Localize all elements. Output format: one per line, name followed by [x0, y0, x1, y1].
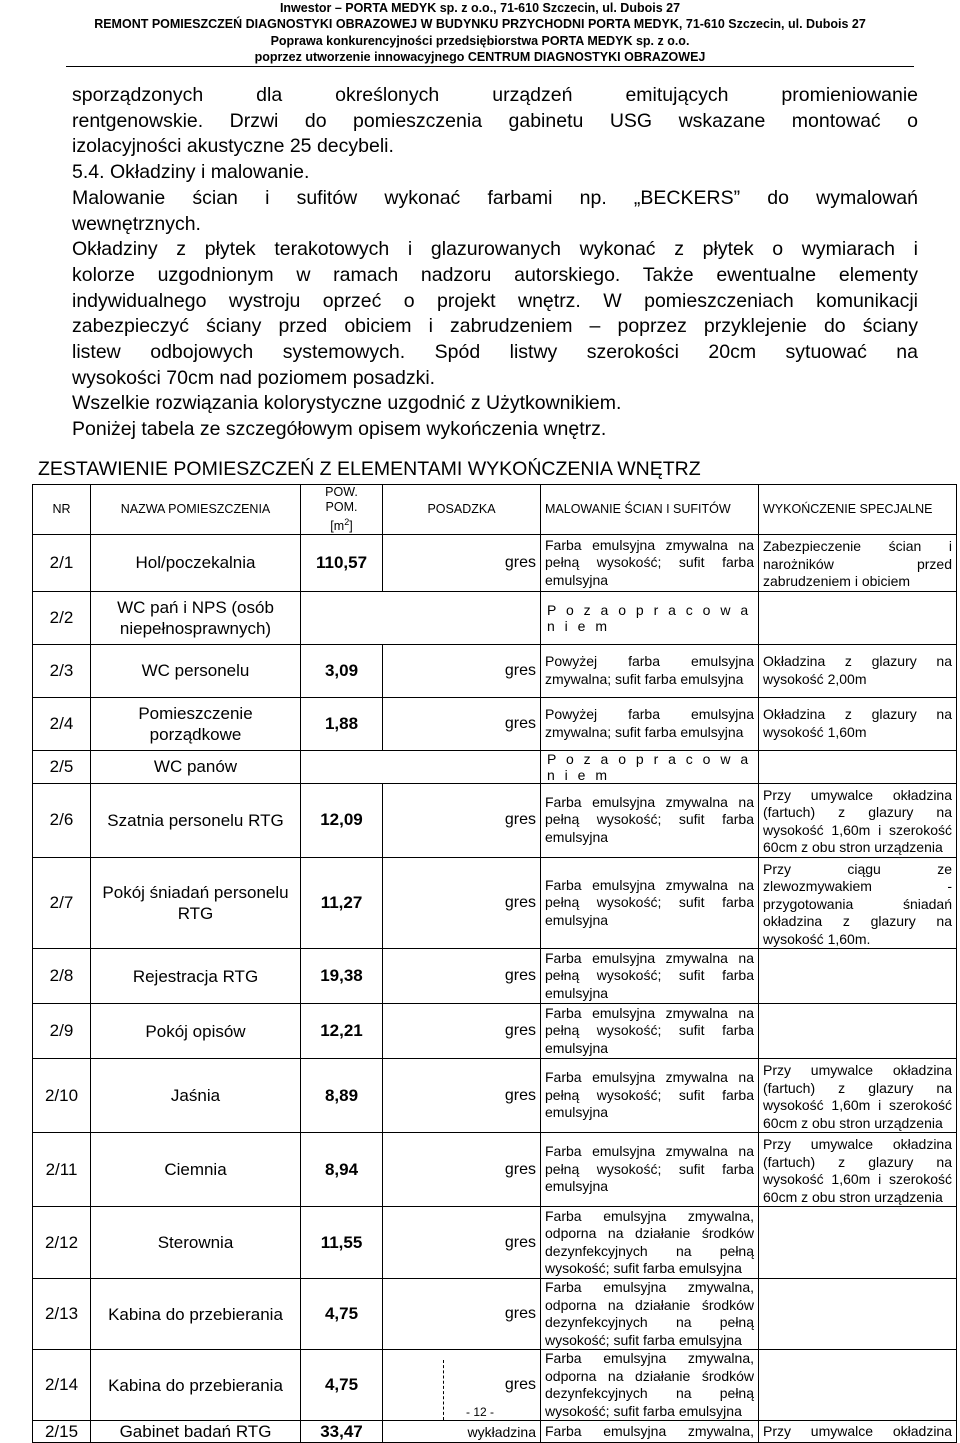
column-header-special: WYKOŃCZENIE SPECJALNE — [759, 485, 957, 535]
area-unit: [m — [330, 519, 345, 534]
room-area: 11,55 — [301, 1207, 383, 1279]
room-special: Przy umywalce okładzina (fartuch) z glazury na wysokość 1,60m i szerokość 60cm z obu stron urządzenia — [759, 783, 957, 857]
room-area: 12,09 — [301, 783, 383, 857]
room-number: 2/7 — [33, 857, 91, 949]
room-floor: gres — [383, 697, 541, 750]
body-line: indywidualnego wystroju oprzeć o projekt wnętrz. W pomieszczeniach komunikacji — [72, 289, 918, 312]
room-walls: Farba emulsyjna zmywalna na pełną wysokość; sufit farba emulsyjna — [541, 1004, 759, 1059]
room-number: 2/14 — [33, 1350, 91, 1421]
area-unit-close: ] — [349, 519, 353, 534]
room-area: 11,27 — [301, 857, 383, 949]
room-special: Przy umywalce okładzina (fartuch) z glazury na wysokość 1,60m i szerokość 60cm z obu stron urządzenia — [759, 1133, 957, 1207]
room-number: 2/11 — [33, 1133, 91, 1207]
body-line: zabezpieczyć ściany przed obiciem i zabrudzeniem – poprzez przyklejenie do ściany — [72, 315, 918, 338]
room-name: Gabinet badań RTG — [91, 1421, 301, 1443]
body-line: wewnętrznych. — [72, 212, 201, 235]
room-number: 2/4 — [33, 697, 91, 750]
table-row — [33, 535, 957, 592]
table-row — [33, 750, 957, 783]
room-area: 12,21 — [301, 1004, 383, 1059]
room-walls: Farba emulsyjna zmywalna na pełną wysokość; sufit farba emulsyjna — [541, 783, 759, 857]
room-number: 2/10 — [33, 1059, 91, 1133]
header-investor: Inwestor – PORTA MEDYK sp. z o.o., 71-610 Szczecin, ul. Dubois 27 — [279, 1, 681, 15]
area-unit-exponent: 2 — [344, 517, 350, 527]
room-special — [759, 949, 957, 1004]
body-line: Poniżej tabela ze szczegółowym opisem wykończenia wnętrz. — [72, 418, 607, 441]
area-header-line2: POM. — [325, 500, 358, 514]
room-special — [759, 1207, 957, 1279]
room-number: 2/6 — [33, 783, 91, 857]
table-header-row — [33, 485, 957, 535]
room-walls: Farba emulsyjna zmywalna na pełną wysokość; sufit farba emulsyjna — [541, 857, 759, 949]
room-name: WC personelu — [91, 644, 301, 697]
room-number: 2/1 — [33, 535, 91, 592]
room-floor: gres — [383, 1004, 541, 1059]
room-area: 8,89 — [301, 1059, 383, 1133]
room-number: 2/8 — [33, 949, 91, 1004]
room-special: Okładzina z glazury na wysokość 1,60m — [759, 697, 957, 750]
room-number: 2/15 — [33, 1421, 91, 1443]
room-floor: gres — [383, 783, 541, 857]
section-heading: 5.4. Okładziny i malowanie. — [72, 161, 310, 184]
body-line: sporządzonych dla określonych urządzeń emitujących promieniowanie — [72, 84, 918, 106]
room-special: Okładzina z glazury na wysokość 2,00m — [759, 644, 957, 697]
header-divider — [66, 66, 914, 67]
room-walls: P o z a o p r a c o w a n i e m — [541, 591, 759, 644]
room-walls: Farba emulsyjna zmywalna, odporna na działanie środków dezynfekcyjnych na pełną wysokość; sufit farba emulsyjna — [541, 1350, 759, 1421]
room-walls: Farba emulsyjna zmywalna, odporna na działanie środków dezynfekcyjnych na pełną wysokość; sufit farba emulsyjna — [541, 1207, 759, 1279]
room-floor: gres — [383, 1207, 541, 1279]
body-line: Malowanie ścian i sufitów wykonać farbami np. „BECKERS” do wymalowań — [72, 186, 918, 209]
header-program: Poprawa konkurencyjności przedsiębiorstwa PORTA MEDYK sp. z o.o. — [270, 34, 690, 48]
column-header-name: NAZWA POMIESZCZENIA — [91, 485, 301, 535]
room-floor: gres — [383, 1350, 541, 1421]
room-number: 2/2 — [33, 591, 91, 644]
table-row — [33, 1279, 957, 1350]
body-line: izolacyjności akustyczne 25 decybeli. — [72, 135, 394, 158]
body-line: wysokości 70cm nad poziomem posadzki. — [72, 366, 436, 389]
table-row — [33, 1207, 957, 1279]
room-name: Pomieszczenie porządkowe — [91, 697, 301, 750]
table-row — [33, 591, 957, 644]
room-special — [759, 591, 957, 644]
rooms-table — [32, 484, 957, 1443]
table-row — [33, 949, 957, 1004]
room-area: 110,57 — [301, 535, 383, 592]
table-title: ZESTAWIENIE POMIESZCZEŃ Z ELEMENTAMI WYKOŃCZENIA WNĘTRZ — [38, 458, 701, 480]
room-walls: Farba emulsyjna zmywalna, — [541, 1421, 759, 1443]
table-row — [33, 644, 957, 697]
room-walls: Farba emulsyjna zmywalna na pełną wysokość; sufit farba emulsyjna — [541, 949, 759, 1004]
room-name: Szatnia personelu RTG — [91, 783, 301, 857]
room-merged-cell — [301, 750, 541, 783]
room-name: Jaśnia — [91, 1059, 301, 1133]
room-name: Sterownia — [91, 1207, 301, 1279]
body-line: listew odbojowych systemowych. Spód listwy szerokości 20cm sytuować na — [72, 341, 918, 364]
area-header-line1: POW. — [325, 485, 358, 499]
room-floor: gres — [383, 949, 541, 1004]
body-line: Okładziny z płytek terakotowych i glazurowanych wykonać z płytek o wymiarach i — [72, 238, 918, 261]
body-text — [72, 83, 918, 443]
table-row — [33, 1059, 957, 1133]
room-number: 2/5 — [33, 750, 91, 783]
table-row — [33, 1421, 957, 1443]
room-special — [759, 1279, 957, 1350]
room-walls: P o z a o p r a c o w a n i e m — [541, 750, 759, 783]
body-line: Wszelkie rozwiązania kolorystyczne uzgodnić z Użytkownikiem. — [72, 392, 622, 415]
room-number: 2/9 — [33, 1004, 91, 1059]
room-name: Ciemnia — [91, 1133, 301, 1207]
room-walls: Farba emulsyjna zmywalna na pełną wysokość; sufit farba emulsyjna — [541, 1059, 759, 1133]
room-floor: gres — [383, 1279, 541, 1350]
column-header-floor: POSADZKA — [383, 485, 541, 535]
body-line: kolorze uzgodnionym w ramach nadzoru autorskiego. Także ewentualne elementy — [72, 263, 918, 286]
room-area: 33,47 — [301, 1421, 383, 1443]
room-area: 19,38 — [301, 949, 383, 1004]
room-name: Hol/poczekalnia — [91, 535, 301, 592]
room-name: Pokój śniadań personelu RTG — [91, 857, 301, 949]
room-name: WC panów — [91, 750, 301, 783]
room-name: Kabina do przebierania — [91, 1350, 301, 1421]
room-floor: wykładzina — [383, 1421, 541, 1443]
column-header-walls: MALOWANIE ŚCIAN I SUFITÓW — [541, 485, 759, 535]
column-header-area — [301, 485, 383, 535]
room-special: Przy ciągu ze zlewozmywakiem - przygotowania śniadań okładzina z glazury na wysokość 1,60m. — [759, 857, 957, 949]
room-area: 4,75 — [301, 1350, 383, 1421]
room-area: 1,88 — [301, 697, 383, 750]
room-name: Pokój opisów — [91, 1004, 301, 1059]
table-row — [33, 1133, 957, 1207]
room-number: 2/13 — [33, 1279, 91, 1350]
room-floor: gres — [383, 1059, 541, 1133]
room-floor: gres — [383, 644, 541, 697]
column-header-nr: NR — [33, 485, 91, 535]
table-row — [33, 783, 957, 857]
header-project: REMONT POMIESZCZEŃ DIAGNOSTYKI OBRAZOWEJ W BUDYNKU PRZYCHODNI PORTA MEDYK, 71-610 Szczecin, ul. Dubois 27 — [94, 17, 866, 31]
room-special: Przy umywalce okładzina — [759, 1421, 957, 1443]
table-row — [33, 857, 957, 949]
room-special: Przy umywalce okładzina (fartuch) z glazury na wysokość 1,60m i szerokość 60cm z obu stron urządzenia — [759, 1059, 957, 1133]
room-number: 2/3 — [33, 644, 91, 697]
page-number: - 12 - — [465, 1405, 494, 1419]
room-walls: Farba emulsyjna zmywalna, odporna na działanie środków dezynfekcyjnych na pełną wysokość; sufit farba emulsyjna — [541, 1279, 759, 1350]
area-header-unit — [305, 515, 378, 534]
room-special: Zabezpieczenie ścian i narożników przed zabrudzeniem i obiciem — [759, 535, 957, 592]
room-name: Kabina do przebierania — [91, 1279, 301, 1350]
room-name: Rejestracja RTG — [91, 949, 301, 1004]
room-floor: gres — [383, 535, 541, 592]
room-floor: gres — [383, 1133, 541, 1207]
header-center: poprzez utworzenie innowacyjnego CENTRUM DIAGNOSTYKI OBRAZOWEJ — [254, 50, 706, 64]
room-area: 8,94 — [301, 1133, 383, 1207]
table-row — [33, 1004, 957, 1059]
room-merged-cell — [301, 591, 541, 644]
table-row — [33, 697, 957, 750]
room-area: 4,75 — [301, 1279, 383, 1350]
room-walls: Powyżej farba emulsyjna zmywalna; sufit farba emulsyjna — [541, 697, 759, 750]
room-name: WC pań i NPS (osób niepełnosprawnych) — [91, 591, 301, 644]
room-walls: Powyżej farba emulsyjna zmywalna; sufit farba emulsyjna — [541, 644, 759, 697]
room-number: 2/12 — [33, 1207, 91, 1279]
room-special — [759, 750, 957, 783]
room-walls: Farba emulsyjna zmywalna na pełną wysokość; sufit farba emulsyjna — [541, 535, 759, 592]
room-special — [759, 1004, 957, 1059]
body-line: rentgenowskie. Drzwi do pomieszczenia gabinetu USG wskazane montować o — [72, 109, 918, 132]
room-walls: Farba emulsyjna zmywalna na pełną wysokość; sufit farba emulsyjna — [541, 1133, 759, 1207]
room-floor: gres — [383, 857, 541, 949]
room-area: 3,09 — [301, 644, 383, 697]
